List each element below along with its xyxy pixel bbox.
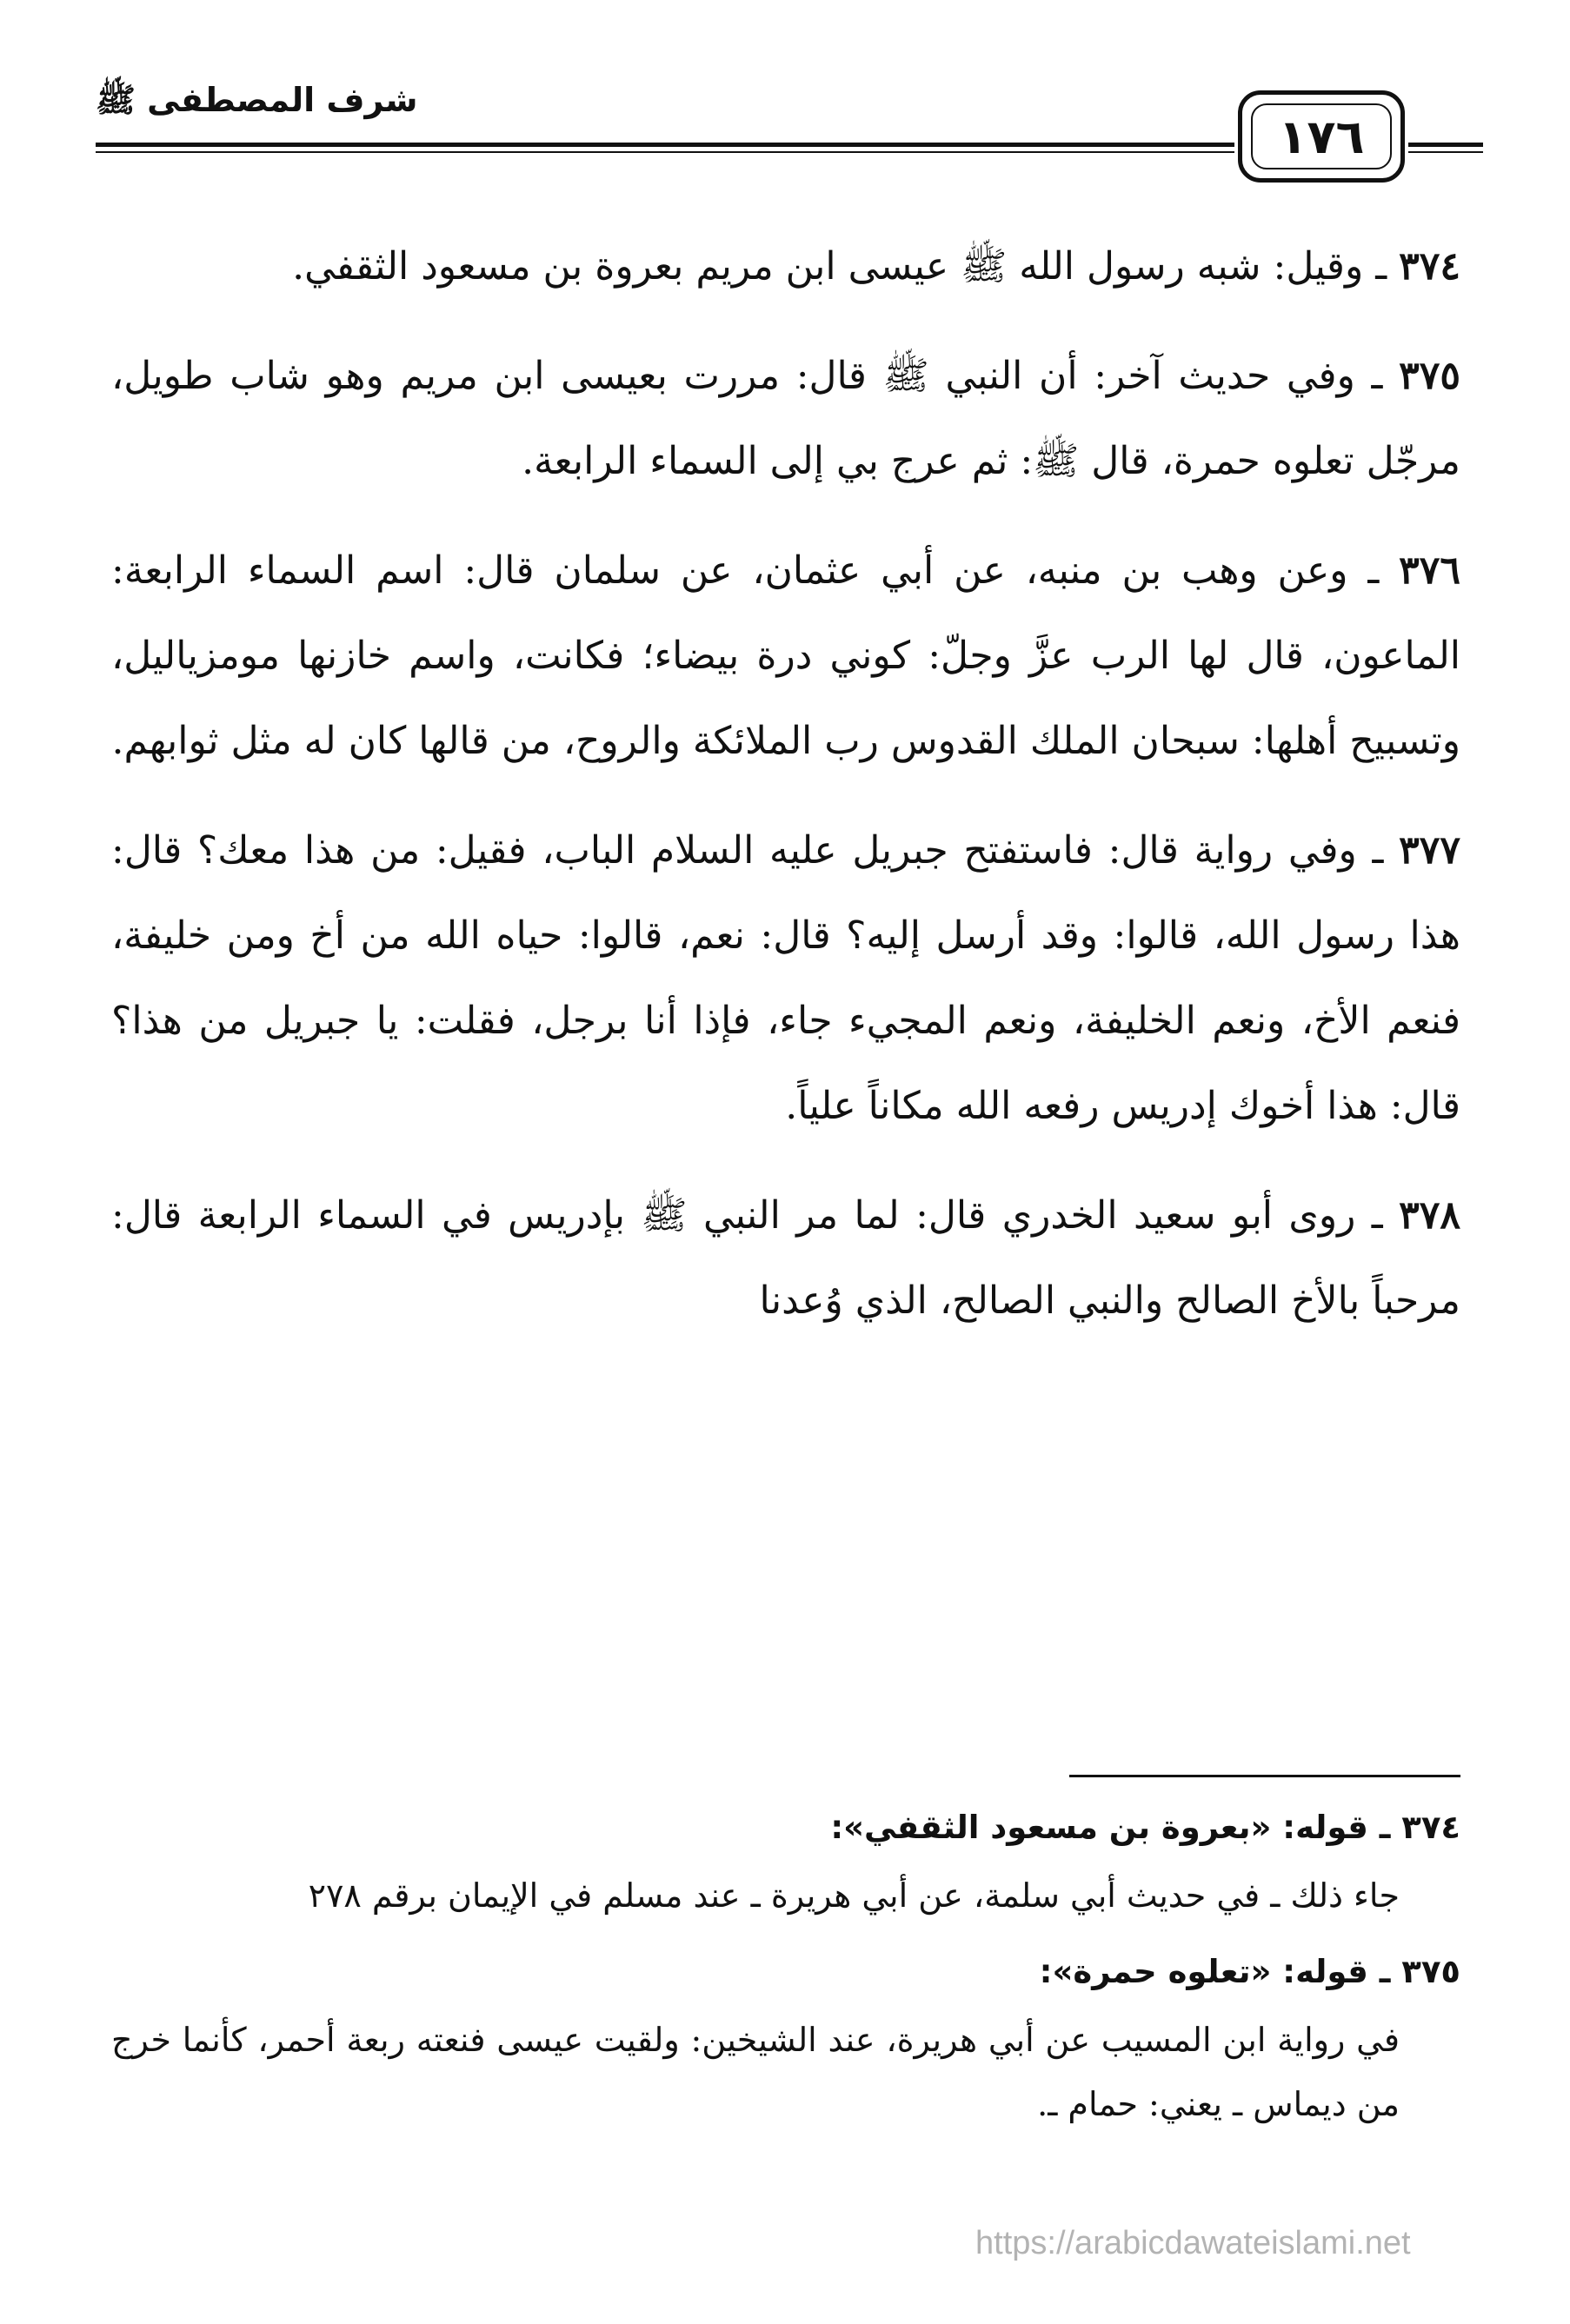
footnote-text-375: في رواية ابن المسيب عن أبي هريرة، عند الشيخين: ولقيت عيسى فنعته ربعة أحمر، كأنما خرج من ديماس ـ يعني: حمام ـ. [111, 2021, 1400, 2123]
header-rule [96, 143, 1234, 147]
page-number-frame [1238, 90, 1405, 183]
paragraph-375 [111, 334, 1460, 504]
paragraph-374 [111, 224, 1460, 309]
paragraph-376 [111, 528, 1460, 784]
footnotes [111, 1796, 1460, 2148]
footnote-text-374: جاء ذلك ـ في حديث أبي سلمة، عن أبي هريرة ـ عند مسلم في الإيمان برقم ٢٧٨ [308, 1876, 1400, 1915]
paragraph-number: ٣٧٨ [1399, 1193, 1460, 1238]
paragraph-text: ـ وفي رواية قال: فاستفتح جبريل عليه السلام الباب، فقيل: من هذا معك؟ قال: هذا رسول الله، قالوا: وقد أرسل إليه؟ قال: نعم، قالوا: حياه الله من أخ ومن خليفة، فنعم الأخ، ونعم الخليفة، ونعم المجيء جاء، فإذا أنا برجل، فقلت: يا جبريل من هذا؟ قال: هذا أخوك إدريس رفعه الله مكاناً علياً. [111, 828, 1460, 1128]
paragraph-number: ٣٧٧ [1399, 828, 1460, 873]
header-rule-thin [96, 151, 1234, 153]
paragraph-text: ـ وفي حديث آخر: أن النبي ﷺ قال: مررت بعيسى ابن مريم وهو شاب طويل، مرجّل تعلوه حمرة، قال ﷺ: ثم عرج بي إلى السماء الرابعة. [111, 354, 1460, 483]
paragraph-377 [111, 808, 1460, 1149]
paragraph-text: ـ وقيل: شبه رسول الله ﷺ عيسى ابن مريم بعروة بن مسعود الثقفي. [292, 244, 1387, 289]
header-rule-right [1408, 143, 1483, 147]
footnote-heading-375: ٣٧٥ ـ قوله: «تعلوه حمرة»: [1039, 1953, 1460, 1990]
footnote-heading-374: ٣٧٤ ـ قوله: «بعروة بن مسعود الثقفي»: [830, 1809, 1460, 1846]
paragraph-number: ٣٧٦ [1399, 548, 1460, 593]
paragraph-text: ـ روى أبو سعيد الخدري قال: لما مر النبي ﷺ بإدريس في السماء الرابعة قال: مرحباً بالأخ الصالح والنبي الصالح، الذي وُعدنا [111, 1193, 1460, 1323]
header-rule-right-thin [1408, 151, 1483, 153]
paragraph-number: ٣٧٥ [1399, 354, 1460, 398]
running-title: شرف المصطفى ﷺ [96, 81, 418, 119]
paragraph-number: ٣٧٤ [1399, 244, 1460, 289]
paragraph-text: ـ وعن وهب بن منبه، عن أبي عثمان، عن سلمان قال: اسم السماء الرابعة: الماعون، قال لها الرب عزَّ وجلّ: كوني درة بيضاء؛ فكانت، واسم خازنها مومزياليل، وتسبيح أهلها: سبحان الملك القدوس رب الملائكة والروح، من قالها كان له مثل ثوابهم. [111, 548, 1460, 763]
main-text [111, 224, 1460, 1368]
page-number: ١٧٦ [1251, 103, 1392, 169]
footnote-separator [1069, 1775, 1460, 1777]
watermark: https://arabicdawateislami.net [975, 2225, 1411, 2261]
paragraph-378 [111, 1173, 1460, 1344]
